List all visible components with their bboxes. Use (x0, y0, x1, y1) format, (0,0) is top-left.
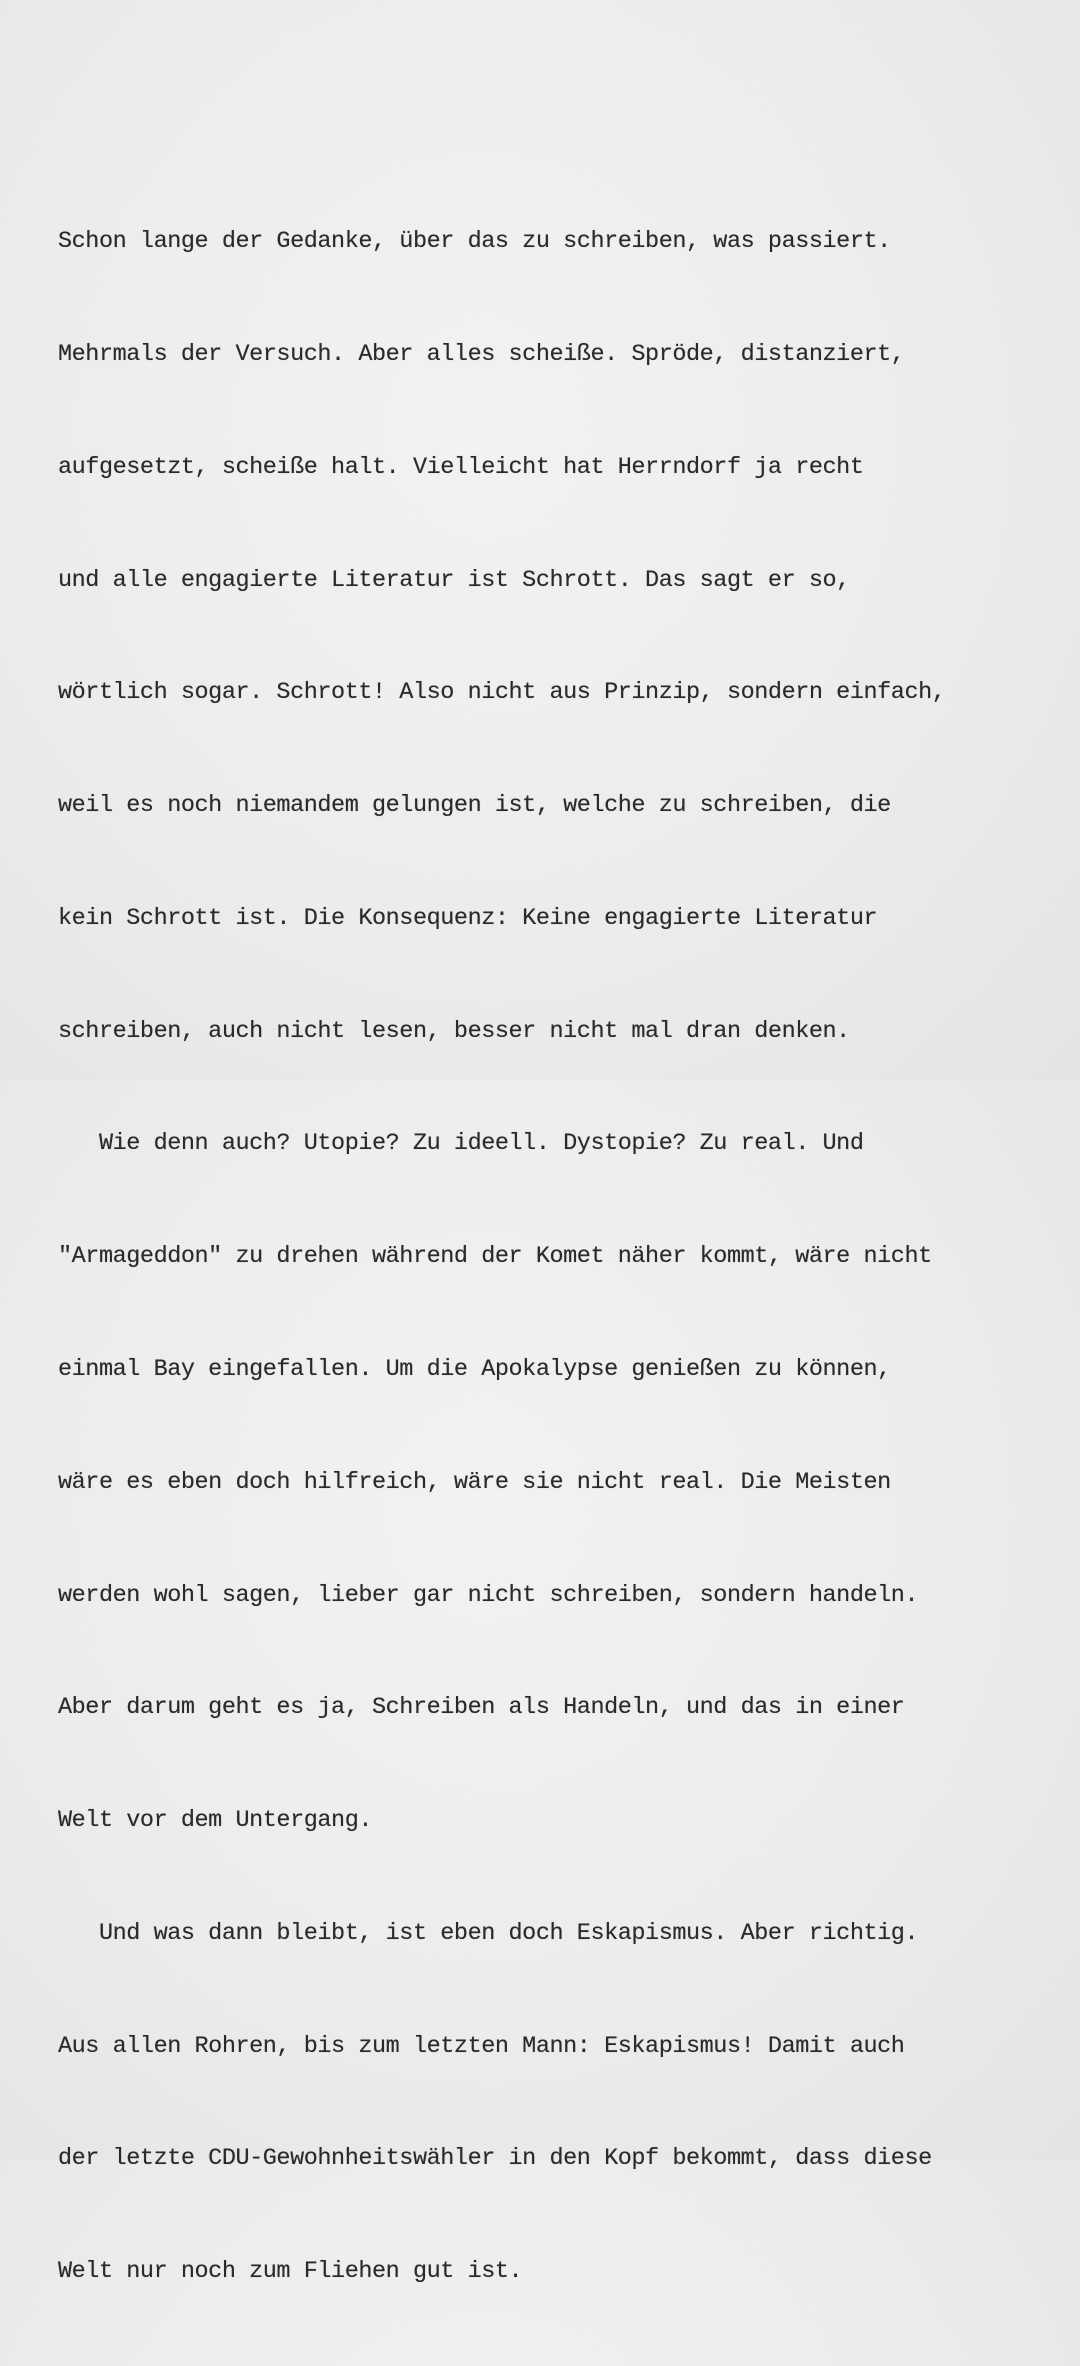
text-line: Mehrmals der Versuch. Aber alles scheiße. Spröde, distanziert, (58, 340, 905, 368)
typewritten-text (58, 148, 1068, 2366)
text-line: einmal Bay eingefallen. Um die Apokalypse genießen zu können, (58, 1356, 891, 1383)
text-line: schreiben, auch nicht lesen, besser nicht mal dran denken. (58, 1017, 850, 1045)
text-line: Aus allen Rohren, bis zum letzten Mann: Eskapismus! Damit auch (58, 2032, 905, 2060)
text-line: Welt vor dem Untergang. (58, 1807, 373, 1835)
text-line: kein Schrott ist. Die Konsequenz: Keine engagierte Literatur (58, 904, 878, 932)
text-line: und alle engagierte Literatur ist Schrott. Das sagt er so, (58, 566, 850, 594)
text-line: weil es noch niemandem gelungen ist, welche zu schreiben, die (58, 792, 891, 820)
text-line: Welt nur noch zum Fliehen gut ist. (58, 2258, 523, 2286)
text-line: Und was dann bleibt, ist eben doch Eskapismus. Aber richtig. (58, 1919, 919, 1947)
text-line: aufgesetzt, scheiße halt. Vielleicht hat Herrndorf ja recht (58, 453, 864, 481)
text-line: werden wohl sagen, lieber gar nicht schreiben, sondern handeln. (58, 1581, 919, 1609)
text-line: "Armageddon" zu drehen während der Komet näher kommt, wäre nicht (58, 1243, 932, 1271)
text-line: Wie denn auch? Utopie? Zu ideell. Dystopie? Zu real. Und (58, 1130, 864, 1158)
text-line: der letzte CDU-Gewohnheitswähler in den Kopf bekommt, dass diese (58, 2145, 932, 2173)
text-line: wäre es eben doch hilfreich, wäre sie nicht real. Die Meisten (58, 1468, 891, 1496)
text-line: wörtlich sogar. Schrott! Also nicht aus Prinzip, sondern einfach, (58, 679, 946, 707)
text-line: Schon lange der Gedanke, über das zu schreiben, was passiert. (58, 228, 891, 256)
text-line: Aber darum geht es ja, Schreiben als Handeln, und das in einer (58, 1694, 905, 1722)
